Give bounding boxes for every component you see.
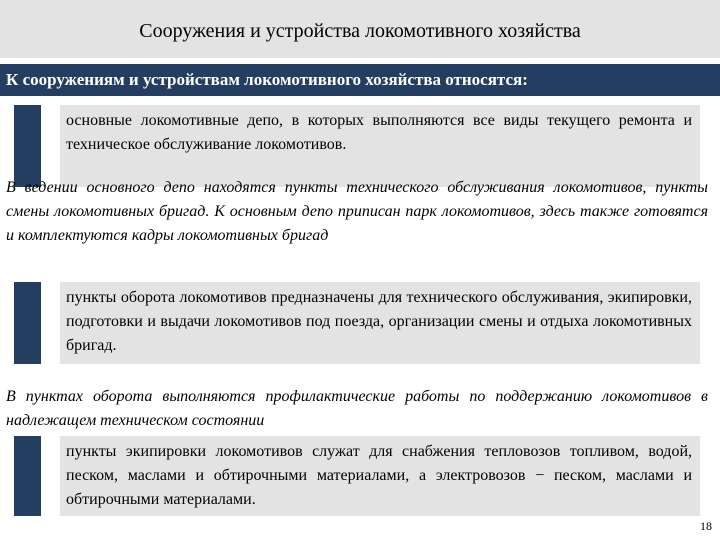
note-depots: В ведении основного депо находятся пункты технического обслуживания локомотивов, пункты смены локомотивных бригад. К основным депо приписан парк локомотивов, здесь также готовятся и комплектуются кадры локомотивных бригад — [6, 179, 708, 244]
item-box-equipment-points: пункты экипировки локомотивов служат для снабжения тепловозов топливом, водой, песком, маслами и обтирочными материалами, а электровозов − песком, маслами и обтирочными материалами. — [60, 436, 700, 516]
slide-title: Сооружения и устройства локомотивного хозяйства — [139, 19, 581, 42]
title-bar — [0, 0, 720, 58]
item-marker — [14, 105, 41, 187]
item-marker — [14, 436, 41, 516]
section-header: К сооружениям и устройствам локомотивного хозяйства относятся: — [0, 64, 720, 96]
page-number: 18 — [700, 519, 712, 533]
item-box-turnover-points: пункты оборота локомотивов предназначены для технического обслуживания, экипировки, подготовки и выдачи локомотивов под поезда, организации смены и отдыха локомотивных бригад. — [60, 282, 700, 364]
item-box-depots: основные локомотивные депо, в которых выполняются все виды текущего ремонта и техническое обслуживание локомотивов. — [60, 105, 700, 187]
item-marker — [14, 282, 41, 364]
note-turnover-points: В пунктах оборота выполняются профилактические работы по поддержанию локомотивов в надлежащем техническом состоянии — [6, 388, 708, 429]
